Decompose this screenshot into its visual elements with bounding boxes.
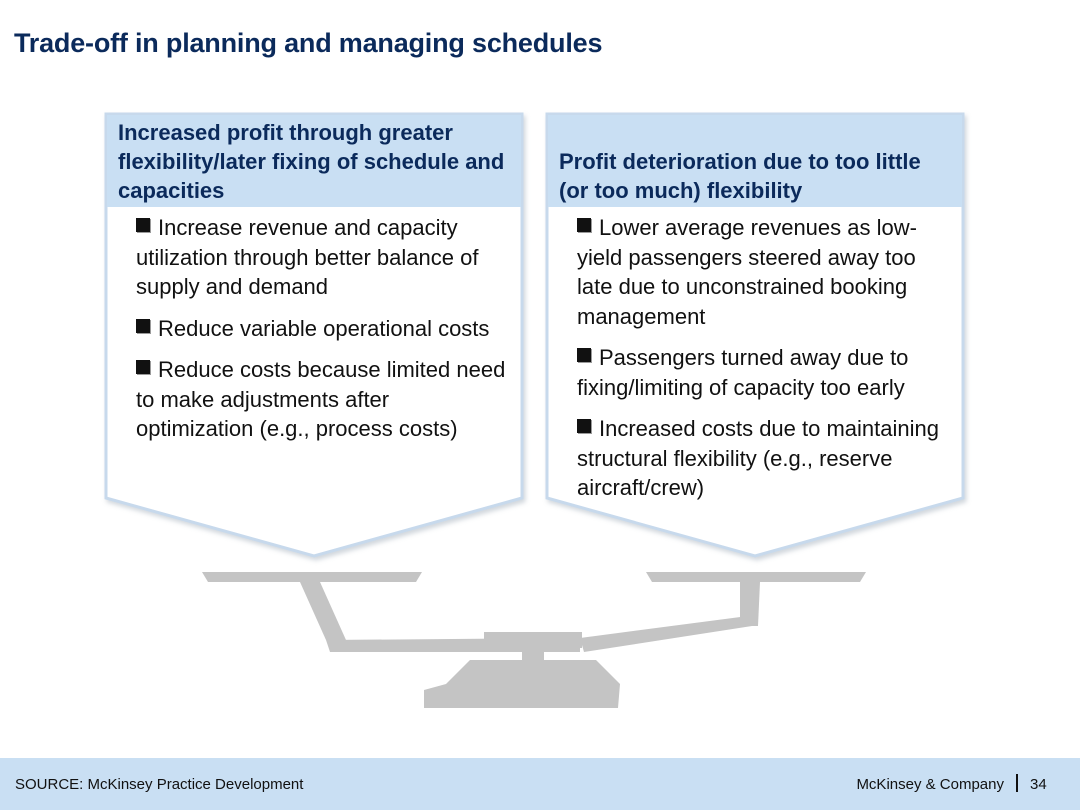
bullet-square-icon xyxy=(136,218,150,232)
balance-scale-icon xyxy=(202,572,866,708)
left-bullet-item xyxy=(136,213,506,302)
bullet-square-icon xyxy=(577,419,591,433)
page-number: 34 xyxy=(1030,776,1047,793)
footer-source: SOURCE: McKinsey Practice Development xyxy=(15,776,304,793)
left-panel-bullets xyxy=(136,213,506,456)
left-bullet-item xyxy=(136,314,506,344)
right-panel-header: Profit deterioration due to too little (or too much) flexibility xyxy=(559,149,921,203)
bullet-square-icon xyxy=(577,348,591,362)
right-bullet-item xyxy=(577,213,949,331)
bullet-square-icon xyxy=(577,218,591,232)
footer-divider xyxy=(1016,774,1018,792)
left-bullet-item xyxy=(136,355,506,444)
right-bullet-item xyxy=(577,343,949,402)
right-bullet-text: Increased costs due to maintaining structural flexibility (e.g., reserve aircraft/crew) xyxy=(577,416,939,500)
slide-title: Trade-off in planning and managing schedules xyxy=(14,28,603,58)
left-bullet-text: Increase revenue and capacity utilization through better balance of supply and demand xyxy=(136,215,479,299)
bullet-square-icon xyxy=(136,360,150,374)
right-panel-bullets xyxy=(577,213,949,515)
right-bullet-item xyxy=(577,414,949,503)
footer-company: McKinsey & Company xyxy=(856,776,1004,793)
left-panel-header: Increased profit through greater flexibility/later fixing of schedule and capacities xyxy=(118,120,505,203)
footer-bar xyxy=(0,758,1080,810)
right-bullet-text: Passengers turned away due to fixing/limiting of capacity too early xyxy=(577,345,909,400)
left-bullet-text: Reduce variable operational costs xyxy=(158,315,490,341)
left-bullet-text: Reduce costs because limited need to make adjustments after optimization (e.g., process costs) xyxy=(136,357,506,441)
right-bullet-text: Lower average revenues as low-yield passengers steered away too late due to unconstrained booking management xyxy=(577,215,917,329)
bullet-square-icon xyxy=(136,319,150,333)
